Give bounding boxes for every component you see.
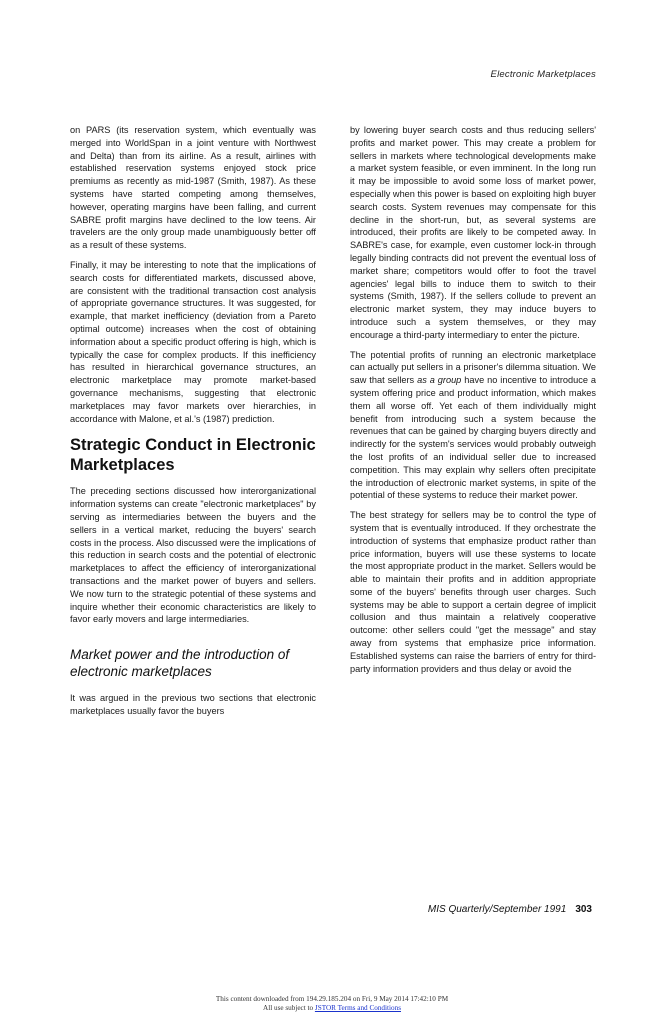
body-paragraph: The preceding sections discussed how interorganizational information systems can create "electronic marketplaces" by serving as intermediaries between the buyers and the sellers in a vertical market, reducing the buyers' search costs in the process. Also discussed were the implications of this reduction in search costs and the potential of electronic marketplaces to affect the efficiency of interorganizational transactions and the market power of buyers and sellers. We now turn to the strategic potential of these systems and inquire whether their economic characteristics are likely to favor early movers and large intermediaries. [70, 486, 316, 625]
right-column [350, 124, 596, 682]
body-paragraph: on PARS (its reservation system, which eventually was merged into WorldSpan in a joint venture with Northwest and Delta) than from its airline. As a result, airlines with established reservation systems enjoyed stock price premiums as recently as mid-1987 (Smith, 1987). As these systems have started competing among themselves, however, operating margins have been falling, and current SABRE profit margins have declined to the low teens. Air travelers are the only group made unambiguously better off as a result of these systems. [70, 125, 316, 251]
paragraph-text: have no incentive to introduce a system offering price and product information, which makes them all worse off. Yet each of them individually might benefit from introducing such a system because the revenues that can be gained by charging buyers directly and indirectly for the system's services would probably outweigh the lost profits of an individual seller due to increased competition. This may explain why sellers often precipitate the introduction of electronic market systems, in spite of the potential of these systems to reduce their market power. [350, 375, 596, 501]
page-folio [428, 904, 592, 915]
download-notice: This content downloaded from 194.29.185.204 on Fri, 9 May 2014 17:42:10 PM [215, 995, 449, 1003]
body-paragraph: The best strategy for sellers may be to control the type of system that is eventually introduced. If they orchestrate the introduction of systems that emphasize product rather than price information, buyers will use these systems to locate the most appropriate product in the market. Sellers would be able to maintain their profits and in addition appropriate some of the buyers' benefits through user charges. Such systems may be able to support a certain degree of implicit collusion and thus maintain a relatively cooperative outcome: other sellers could "get the message" and stay away from systems that emphasize price information. Established systems can raise the barriers of entry for third-party information providers and thus delay or avoid the [350, 510, 596, 674]
page-number: 303 [575, 904, 592, 915]
body-paragraph: Finally, it may be interesting to note that the implications of search costs for differentiated markets, discussed above, are consistent with the traditional transaction cost analysis of appropriate governance structures. It was suggested, for example, that market inefficiency (deviation from a Pareto optimal outcome) increases when the cost of obtaining information about a specific product offering is high, which is typically the case for complex products. If this inefficiency has resulted in hierarchical governance structures, an electronic marketplace may promote market-based governance mechanisms, suggesting that electronic marketplaces may favor markets over hierarchies, in accordance with Malone, et al.'s (1987) prediction. [70, 259, 316, 424]
body-paragraph [350, 349, 596, 503]
paragraph-text: The potential profits of running an electronic marketplace can actually put sellers in a prisoner's dilemma situation. We saw that sellers [350, 349, 596, 386]
emphasis-text: as a group [417, 375, 462, 386]
jstor-terms-link[interactable]: JSTOR Terms and Conditions [314, 1004, 401, 1012]
section-heading: Strategic Conduct in Electronic Marketplaces [70, 436, 316, 475]
download-footer [0, 995, 664, 1013]
body-paragraph: It was argued in the previous two sections that electronic marketplaces usually favor the buyers [70, 693, 316, 716]
running-head: Electronic Marketplaces [490, 69, 596, 80]
terms-line [0, 1004, 664, 1013]
terms-prefix: All use subject to [263, 1004, 315, 1012]
body-paragraph: by lowering buyer search costs and thus reducing sellers' profits and market power. This may create a problem for sellers in markets where technological developments make a market system feasible, or even imminent. In the long run it may be impossible to avoid some loss of market power, especially when this power is based on exploiting high buyer search costs. System revenues may compensate for this decline in the short-run, but, as several systems are introduced, their profits are likely to be competed away. In SABRE's case, for example, even customer lock-in through legally binding contracts did not prevent the eventual loss of market share; competitors would offer to foot the travel agencies' legal bills to induce them to switch to their systems (Smith, 1987). If the sellers collude to prevent an electronic market system, they may induce buyers to introduce such a system themselves, or they may encourage a third-party intermediary to enter the picture. [350, 125, 596, 340]
journal-citation: MIS Quarterly/September 1991 [427, 904, 567, 915]
left-column [70, 124, 316, 725]
subsection-heading: Market power and the introduction of electronic marketplaces [70, 647, 290, 680]
